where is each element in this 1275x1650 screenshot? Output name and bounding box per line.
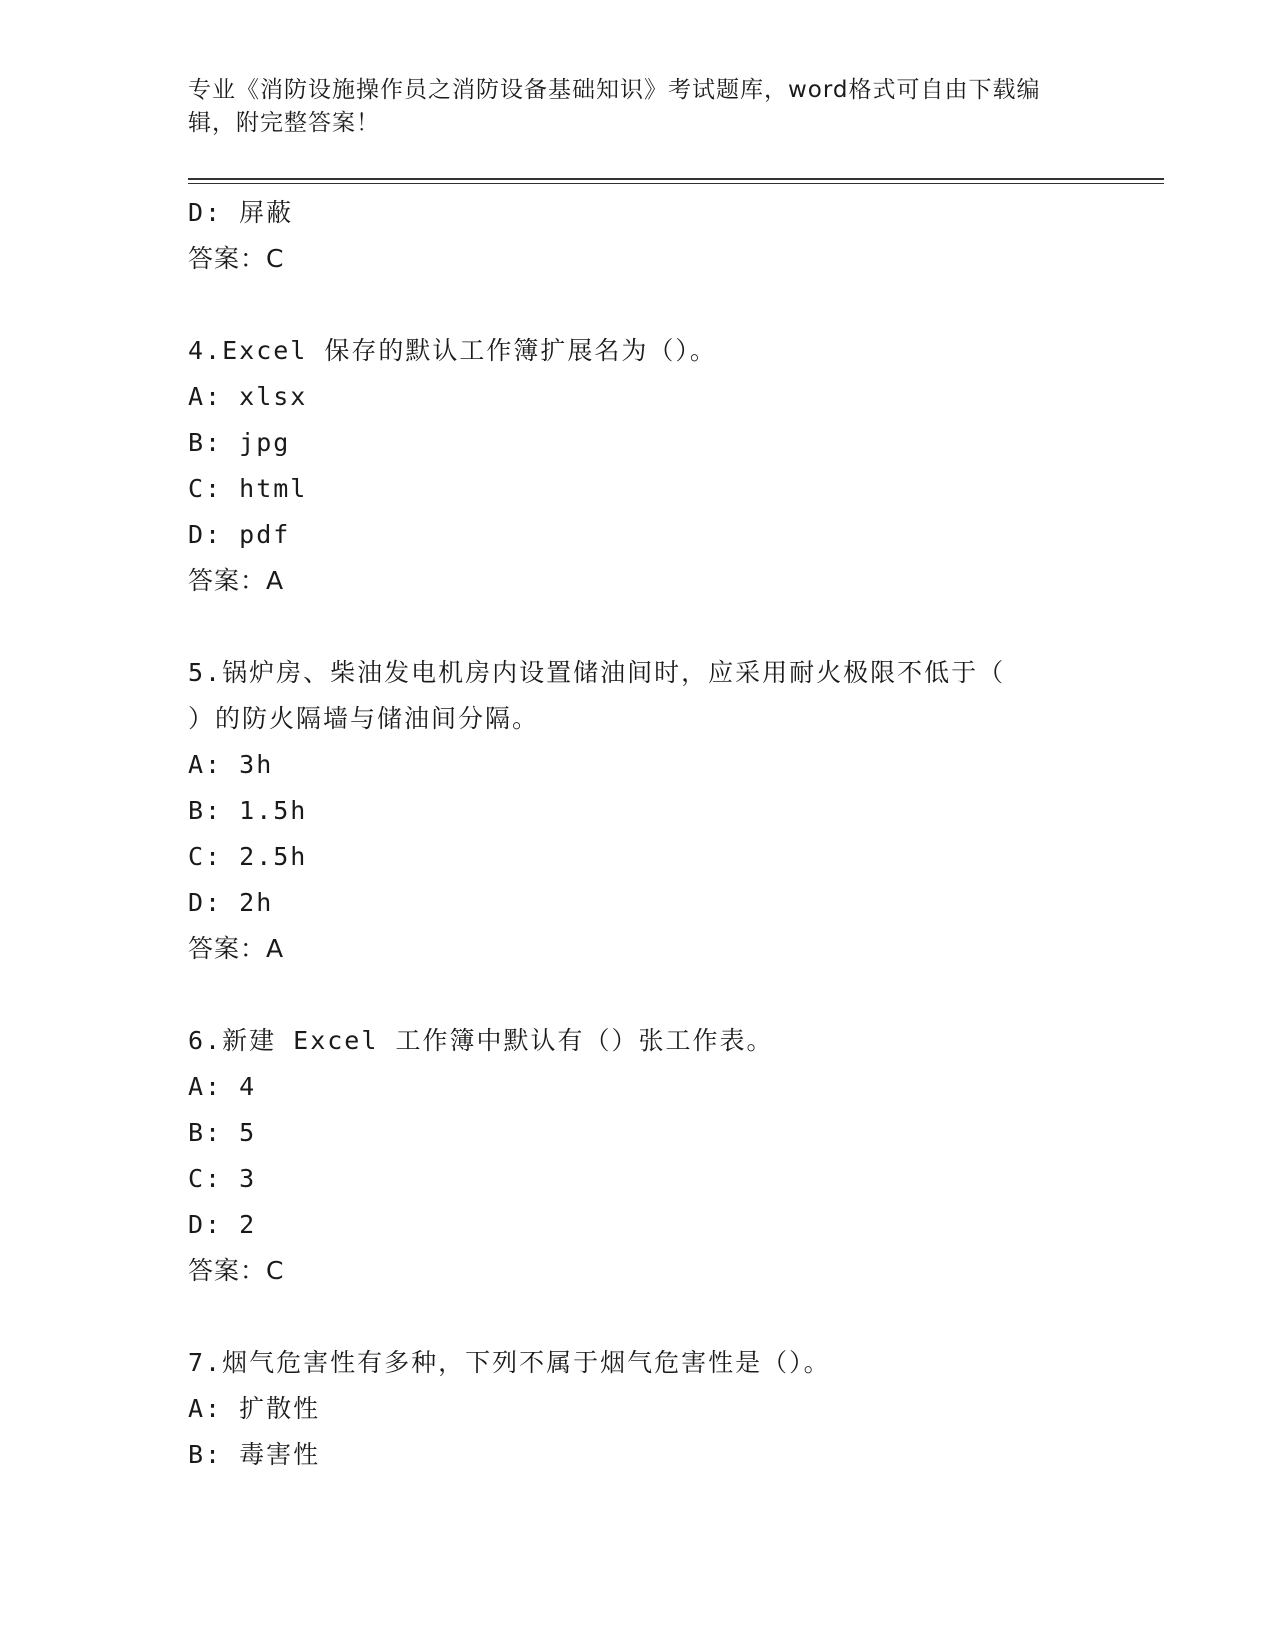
option-b: B: 1.5h — [188, 796, 308, 825]
spacer — [188, 282, 1088, 328]
question-stem-line-1: 5.锅炉房、柴油发电机房内设置储油间时，应采用耐火极限不低于（ — [188, 658, 1006, 687]
answer-line: 答案：A — [188, 934, 285, 963]
question-stem: 6.新建 Excel 工作簿中默认有（）张工作表。 — [188, 1026, 774, 1055]
question-stem: 4.Excel 保存的默认工作簿扩展名为（）。 — [188, 336, 717, 365]
header-line-2: 辑，附完整答案！ — [188, 110, 380, 136]
spacer — [188, 1294, 1088, 1340]
document-header — [188, 74, 1068, 140]
answer-line: 答案：A — [188, 566, 285, 595]
answer-line: 答案：C — [188, 1256, 285, 1285]
header-divider-bottom — [188, 183, 1164, 184]
option-d: D: pdf — [188, 520, 291, 549]
answer-line: 答案：C — [188, 244, 285, 273]
spacer — [188, 604, 1088, 650]
spacer — [188, 972, 1088, 1018]
option-a: A: 3h — [188, 750, 274, 779]
option-d: D: 2h — [188, 888, 274, 917]
option-c: C: 2.5h — [188, 842, 308, 871]
option-c: C: 3 — [188, 1164, 257, 1193]
option-a: A: 4 — [188, 1072, 257, 1101]
header-line-1: 专业《消防设施操作员之消防设备基础知识》考试题库，word格式可自由下载编 — [188, 77, 1041, 103]
option-d: D: 2 — [188, 1210, 257, 1239]
option-a: A: xlsx — [188, 382, 308, 411]
header-divider-top — [188, 178, 1164, 180]
option-b: B: 5 — [188, 1118, 257, 1147]
option-d: D: 屏蔽 — [188, 198, 294, 227]
question-stem: 7.烟气危害性有多种，下列不属于烟气危害性是（）。 — [188, 1348, 831, 1377]
option-b: B: jpg — [188, 428, 291, 457]
option-c: C: html — [188, 474, 308, 503]
option-a: A: 扩散性 — [188, 1394, 321, 1423]
option-b: B: 毒害性 — [188, 1440, 321, 1469]
question-stem-line-2: ）的防火隔墙与储油间分隔。 — [188, 704, 540, 733]
question-list — [188, 190, 1088, 1478]
